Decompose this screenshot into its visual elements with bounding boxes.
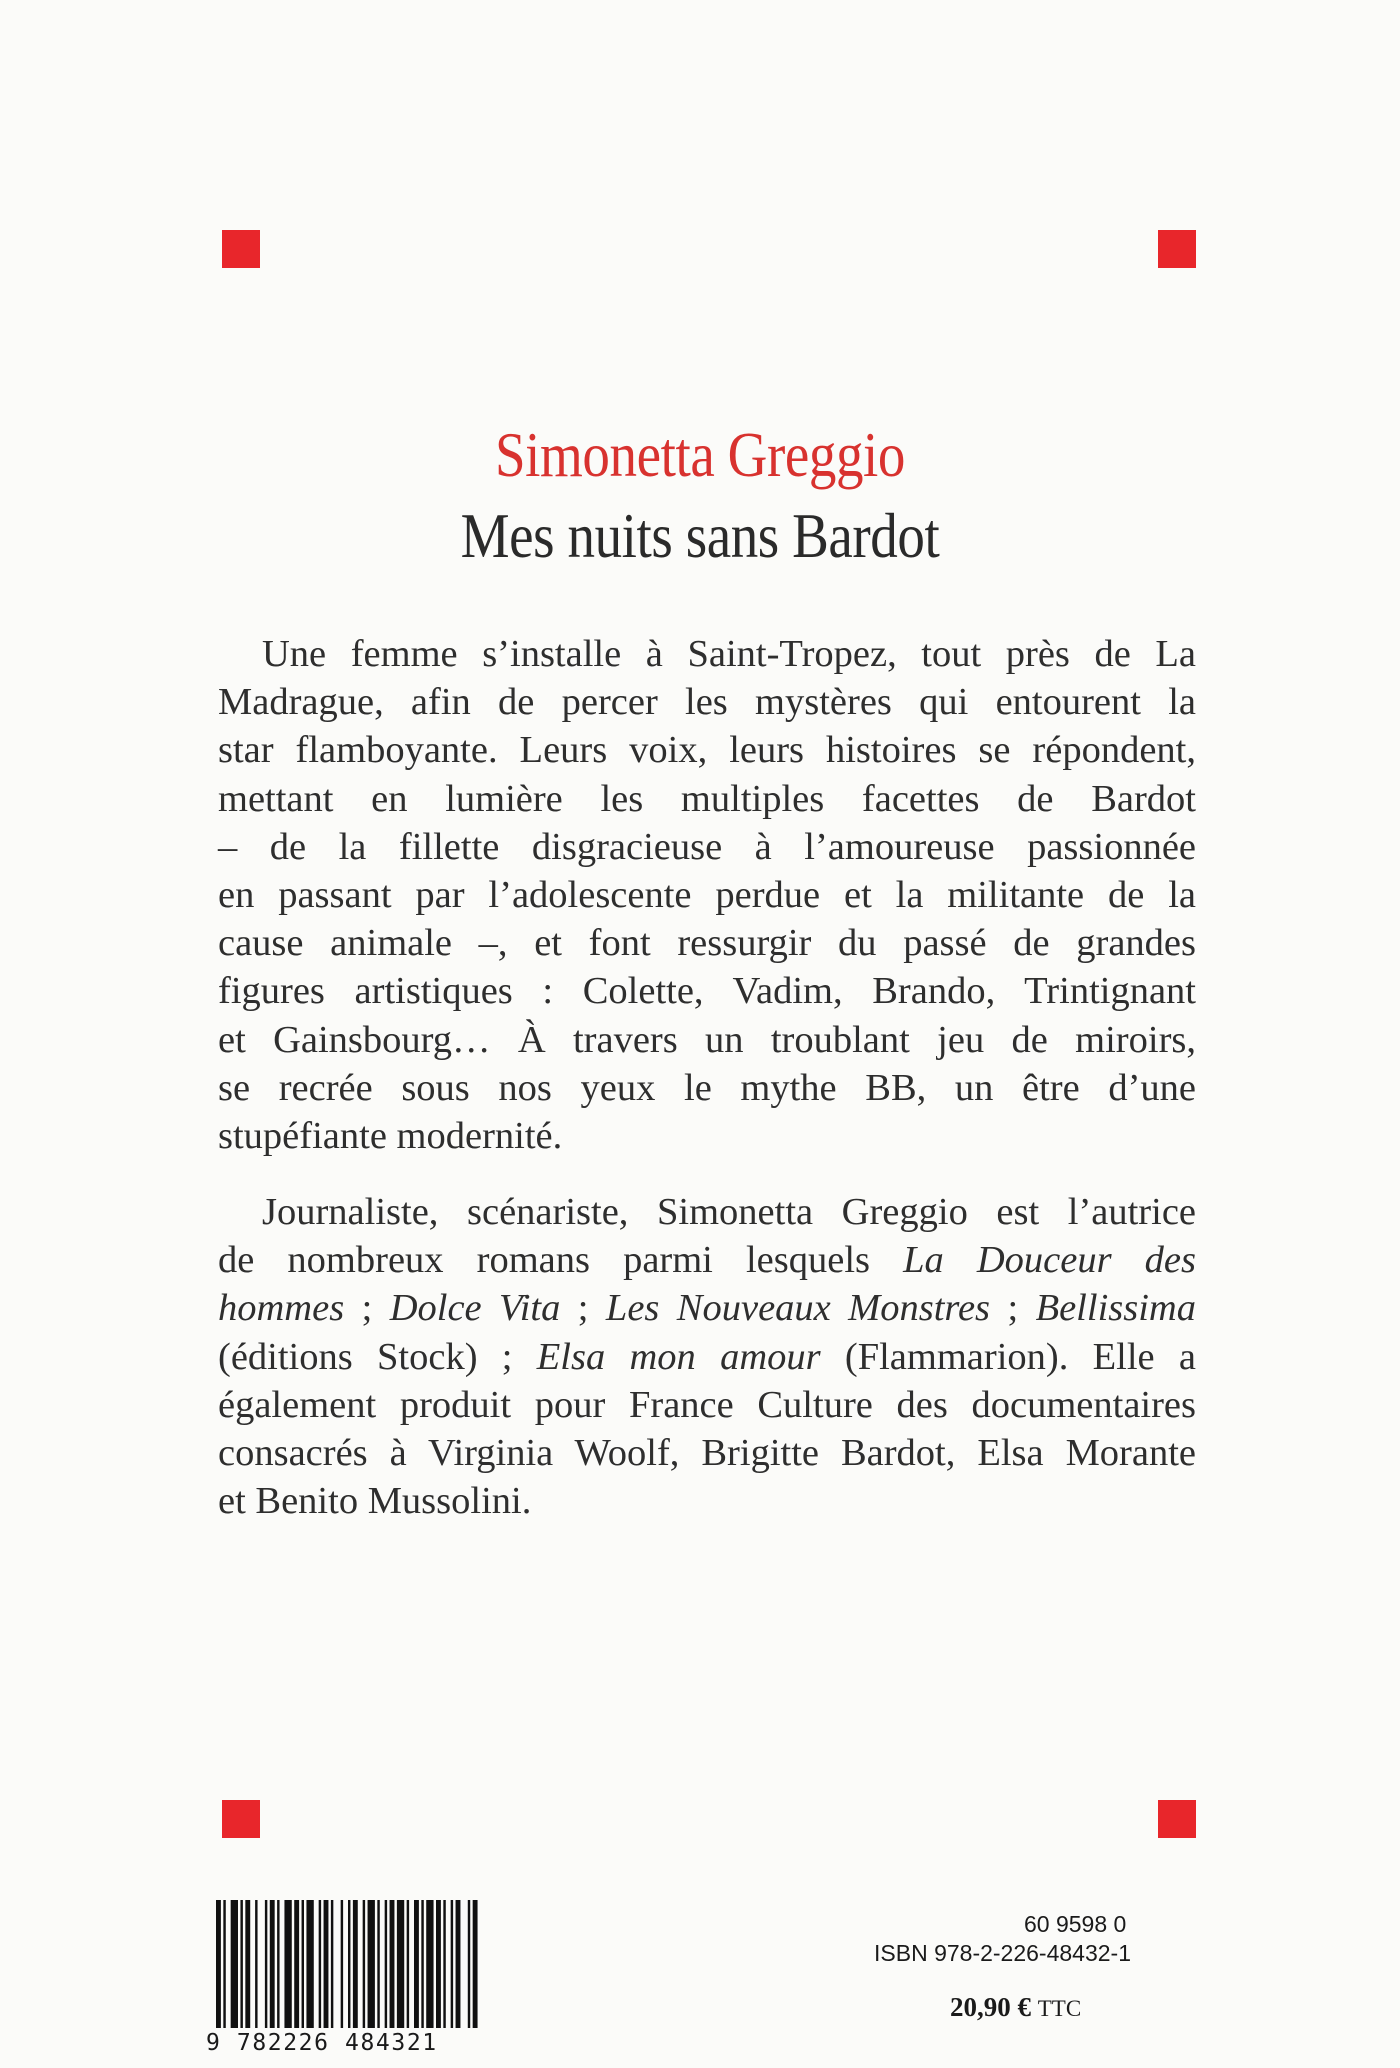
barcode-bar (231, 1900, 238, 2028)
book-reference: hommes (218, 1287, 345, 1330)
blurb-line: Une femme s’installe à Saint-Tropez, tout près de La (262, 633, 1196, 675)
barcode-bar (324, 1900, 329, 2028)
barcode-bar (319, 1900, 321, 2028)
barcode-bar (302, 1900, 304, 2028)
blurb-line: cause animale –, et font ressurgir du passé de grandes (218, 922, 1196, 965)
blurb-paragraph-1 (218, 630, 1196, 1160)
barcode-bar (397, 1900, 404, 2028)
blurb-line: Madrague, afin de percer les mystères qui entourent la (218, 681, 1196, 724)
barcode-bar (240, 1900, 242, 2028)
barcode-bar (385, 1900, 387, 2028)
barcode-bar (426, 1900, 433, 2028)
blurb-paragraph-2 (218, 1188, 1196, 1525)
barcode-bar (456, 1900, 461, 2028)
barcode-bar (223, 1900, 225, 2028)
blurb-line: stupéfiante modernité. (218, 1115, 563, 1158)
bio-line: consacrés à Virginia Woolf, Brigitte Bardot, Elsa Morante (218, 1432, 1196, 1475)
price-value: 20,90 € (950, 1992, 1031, 2022)
barcode-bar (245, 1900, 250, 2028)
barcode-bar (451, 1900, 453, 2028)
bio-line: Journaliste, scénariste, Simonetta Greggio est l’autrice (262, 1191, 1196, 1233)
blurb-line: en passant par l’adolescente perdue et la militante de la (218, 874, 1196, 917)
barcode-bar (414, 1900, 419, 2028)
bio-line: également produit pour France Culture des documentaires (218, 1383, 1196, 1426)
blurb-line: – de la fillette disgracieuse à l’amoureuse passionnée (218, 825, 1196, 868)
barcode-bar (341, 1900, 343, 2028)
publisher-codes (870, 1910, 1270, 1968)
barcode-bar (216, 1900, 221, 2028)
isbn-number: ISBN 978-2-226-48432-1 (874, 1940, 1131, 1966)
barcode-bar (265, 1900, 267, 2028)
barcode-bar (348, 1900, 350, 2028)
bio-line: hommes ; Dolce Vita ; Les Nouveaux Monstres ; Bellissima (218, 1287, 1196, 1330)
blurb-line: et Gainsbourg… À travers un troublant jeu de miroirs, (218, 1018, 1196, 1061)
book-reference: Dolce Vita (389, 1287, 561, 1330)
barcode-bar (331, 1900, 333, 2028)
barcode-bar (306, 1900, 313, 2028)
red-square-bottom-right (1158, 1800, 1196, 1838)
barcode-bar (468, 1900, 470, 2028)
price-suffix: TTC (1037, 1996, 1082, 2021)
bio-line: (éditions Stock) ; Elsa mon amour (Flammarion). Elle a (218, 1335, 1196, 1378)
book-reference: Les Nouveaux Monstres (605, 1287, 991, 1330)
author-name: Simonetta Greggio (494, 419, 906, 490)
title-block (0, 415, 1400, 577)
barcode-bar (368, 1900, 375, 2028)
book-reference: La Douceur des (903, 1239, 1196, 1282)
barcode-bar (294, 1900, 299, 2028)
barcode-bar (407, 1900, 409, 2028)
barcode-bar (270, 1900, 275, 2028)
isbn-barcode (216, 1900, 480, 2040)
barcode-bar (421, 1900, 423, 2028)
price (950, 1992, 1081, 2023)
barcode-bar (473, 1900, 478, 2028)
reference-code: 60 9598 0 (1024, 1911, 1127, 1937)
book-reference: Bellissima (1035, 1287, 1196, 1330)
barcode-bar (255, 1900, 257, 2028)
barcode-bar (284, 1900, 291, 2028)
book-reference: Elsa mon amour (536, 1335, 821, 1378)
blurb-line: star flamboyante. Leurs voix, leurs histoires se répondent, (218, 729, 1196, 772)
red-square-bottom-left (222, 1800, 260, 1838)
red-square-top-right (1158, 230, 1196, 268)
barcode-bar (277, 1900, 279, 2028)
barcode-bar (436, 1900, 441, 2028)
red-square-top-left (222, 230, 260, 268)
barcode-bar (443, 1900, 445, 2028)
barcode-bar (377, 1900, 379, 2028)
blurb-line: figures artistiques : Colette, Vadim, Brando, Trintignant (218, 970, 1196, 1013)
barcode-bar (353, 1900, 358, 2028)
blurb-line: se recrée sous nos yeux le mythe BB, un être d’une (218, 1066, 1196, 1109)
blurb-line: mettant en lumière les multiples facettes de Bardot (218, 777, 1196, 820)
barcode-bar (363, 1900, 365, 2028)
barcode-digits: 9 782226 484321 (206, 2030, 438, 2056)
barcode-bar (390, 1900, 395, 2028)
bio-line: et Benito Mussolini. (218, 1480, 532, 1523)
book-title: Mes nuits sans Bardot (460, 500, 940, 571)
bio-line: de nombreux romans parmi lesquels La Douceur des (218, 1239, 1196, 1282)
